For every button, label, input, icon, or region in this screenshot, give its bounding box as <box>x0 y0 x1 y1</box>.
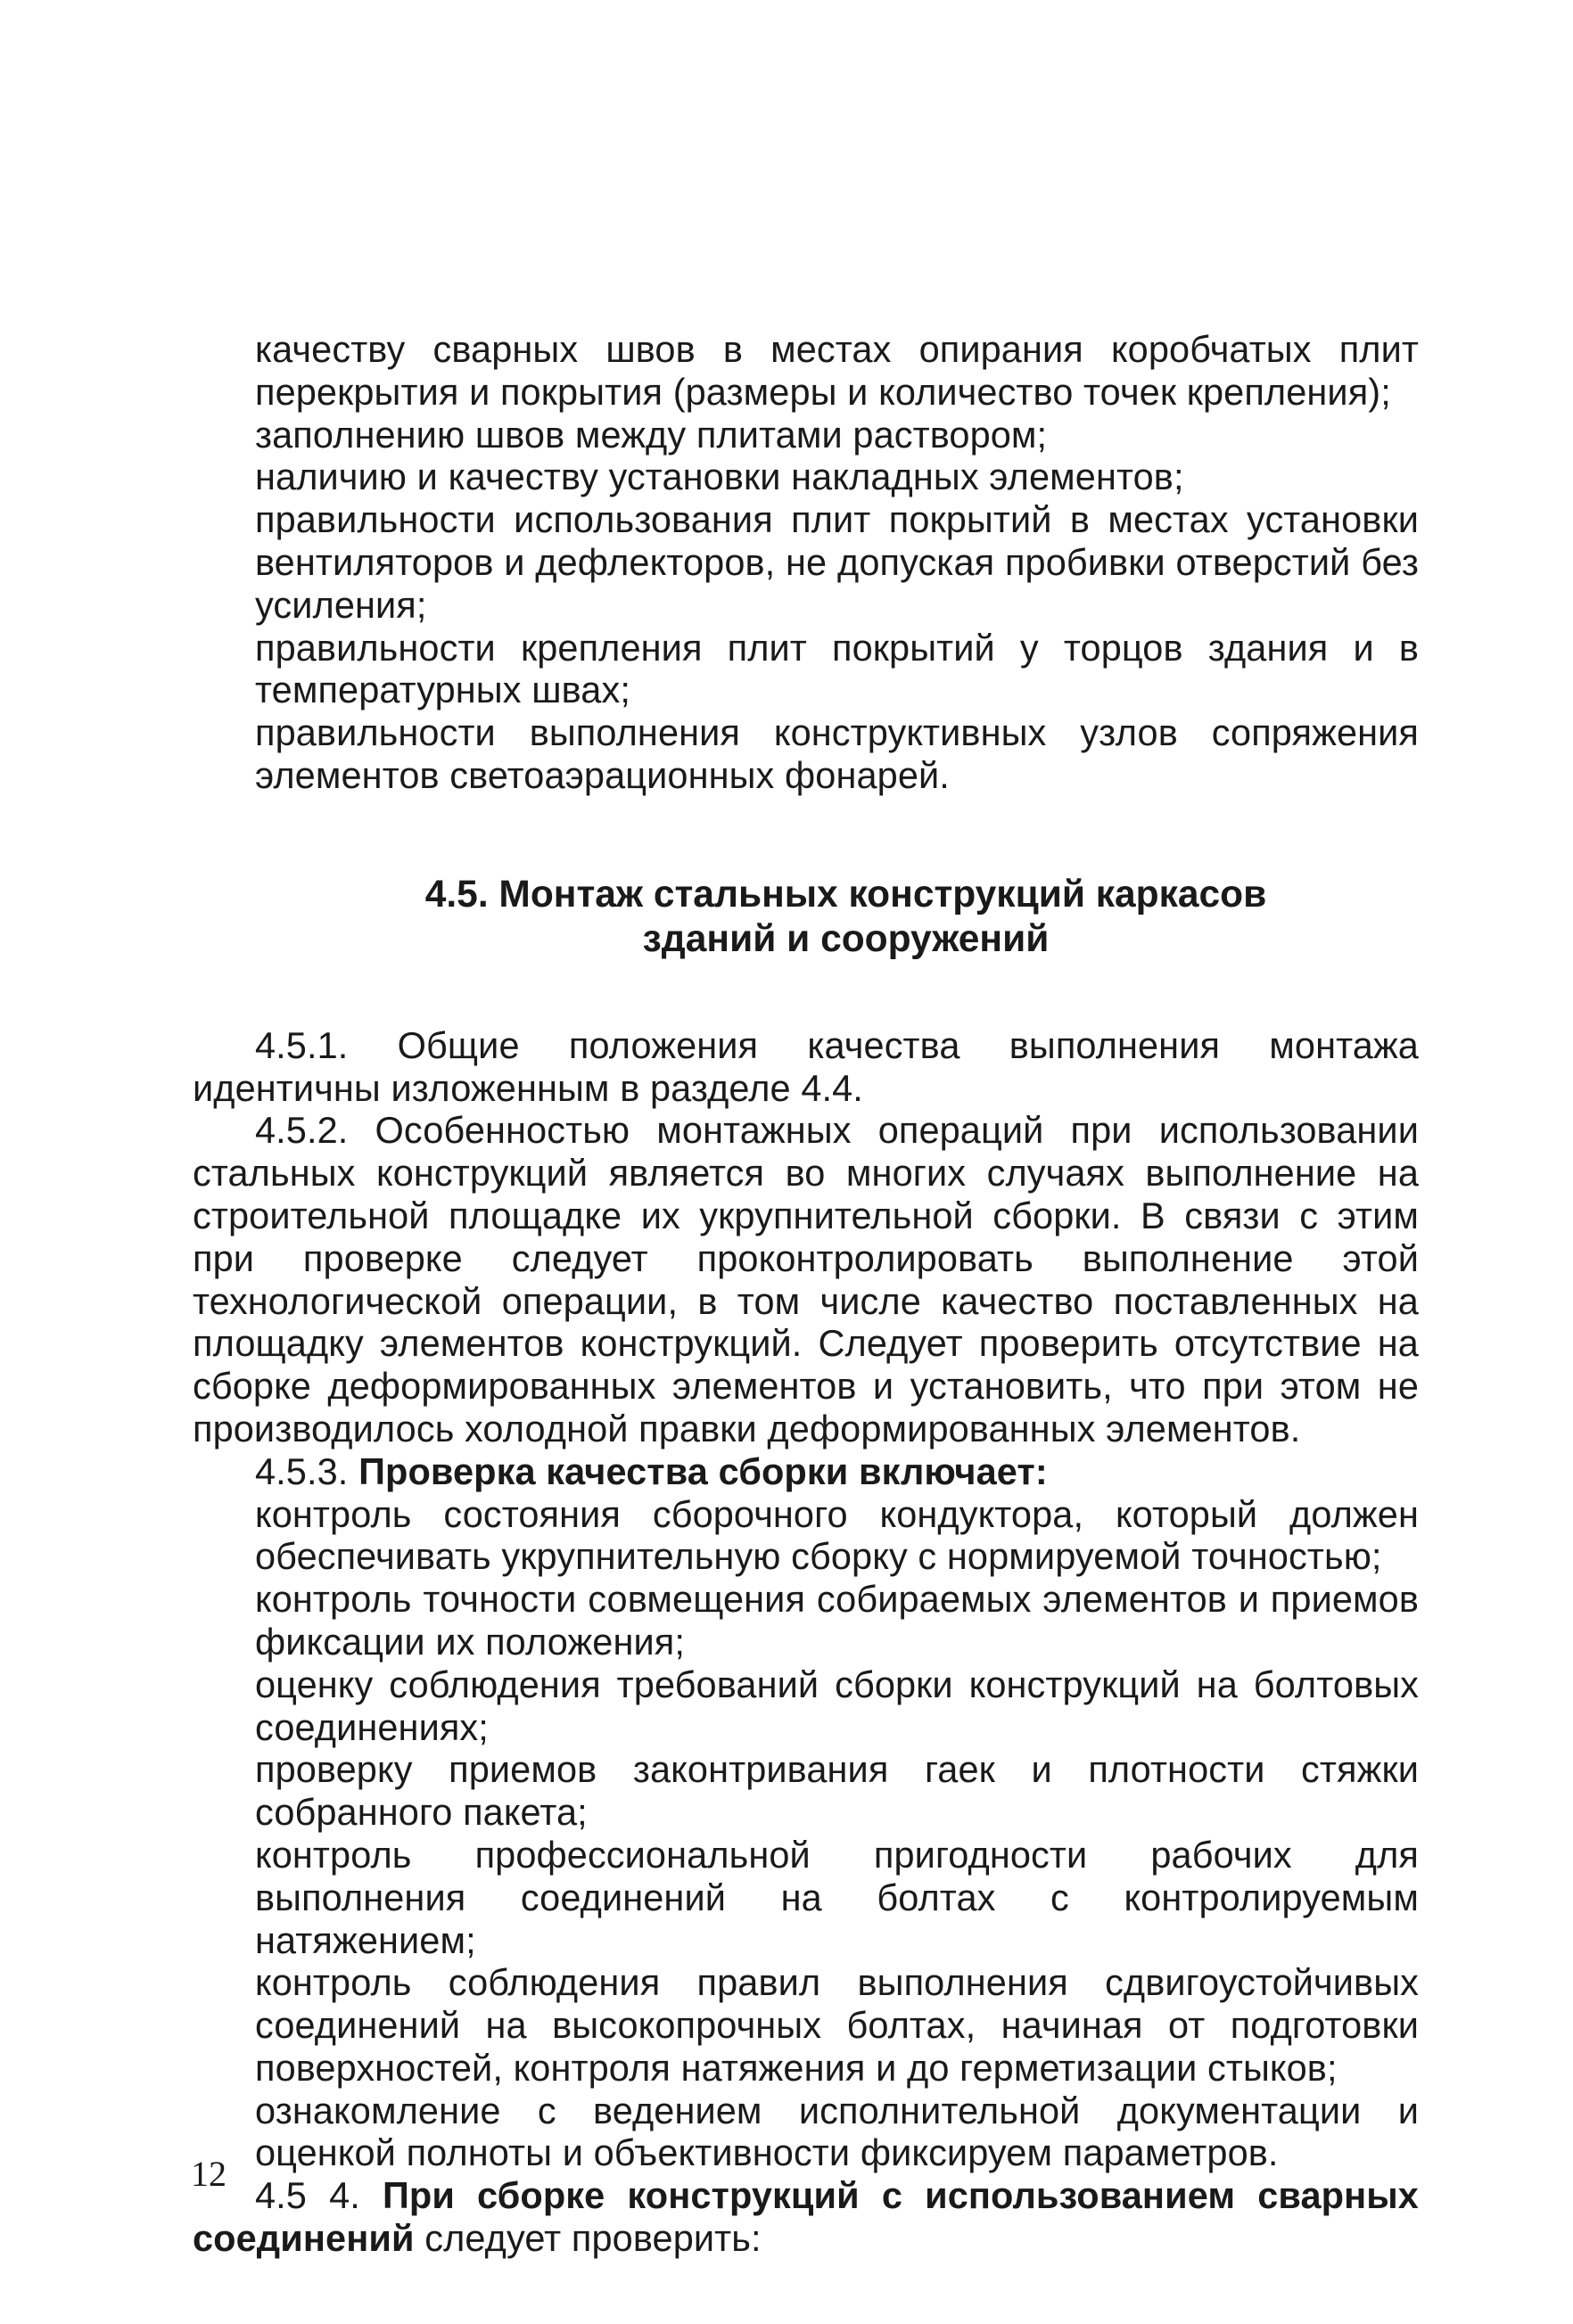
section-heading-line1: 4.5. Монтаж стальных конструкций каркасов <box>424 873 1267 916</box>
paragraph-number: 4.5 4. <box>255 2174 360 2217</box>
list-item: правильности выполнения конструктивных узлов сопряжения элементов светоаэрационных фонарей. <box>255 711 1419 796</box>
paragraph-rest: следует проверить: <box>424 2217 762 2260</box>
check-list <box>193 1493 1419 2175</box>
list-item: правильности крепления плит покрытий у торцов здания и в температурных швах; <box>255 626 1419 711</box>
page-number: 12 <box>191 2154 226 2194</box>
paragraph-4-5-1: 4.5.1. Общие положения качества выполнения монтажа идентичны изложенным в разделе 4.4. <box>193 1023 1419 1109</box>
list-item: контроль точности совмещения собираемых элементов и приемов фиксации их положения; <box>255 1578 1419 1663</box>
list-item: наличию и качеству установки накладных элементов; <box>255 456 1184 498</box>
paragraph-4-5-4 <box>193 2174 1419 2260</box>
list-item: проверку приемов законтривания гаек и плотности стяжки собранного пакета; <box>255 1748 1419 1834</box>
list-item: контроль состояния сборочного кондуктора, который должен обеспечивать укрупнительную сборку с нормируемой точностью; <box>255 1492 1419 1578</box>
section-heading <box>193 873 1419 962</box>
paragraph-4-5-3 <box>193 1450 1419 1493</box>
page-body <box>193 328 1419 2260</box>
list-item: заполнению швов между плитами раствором; <box>255 413 1048 456</box>
continuation-list <box>193 328 1419 797</box>
paragraph-number: 4.5.3. <box>255 1449 349 1492</box>
list-item: правильности использования плит покрытий в местах установки вентиляторов и дефлекторов, не допуская пробивки отверстий без усиления; <box>255 498 1419 626</box>
list-item: качеству сварных швов в местах опирания коробчатых плит перекрытия и покрытия (размеры и количество точек крепления); <box>255 328 1419 413</box>
section-heading-line2: зданий и сооружений <box>642 917 1050 960</box>
paragraph-bold-lead: При сборке конструкций с использованием сварных соединений <box>193 2174 1419 2260</box>
paragraph-4-5-2: 4.5.2. Особенностью монтажных операций при использовании стальных конструкций является во многих случаях выполнение на строительной площадке их укрупнительной сборки. В связи с этим при проверке следует проконтролировать выполнение этой технологической операции, в том числе качество поставленных на площадку элементов конструкций. Следует проверить отсутствие на сборке деформированных элементов и установить, что при этом не производилось холодной правки деформированных элементов. <box>193 1109 1419 1449</box>
list-item: контроль соблюдения правил выполнения сдвигоустойчивых соединений на высокопрочных болтах, начиная от подготовки поверхностей, контроля натяжения и до герметизации стыков; <box>255 1961 1419 2089</box>
list-item: контроль профессиональной пригодности рабочих для выполнения соединений на болтах с контролируемым натяжением; <box>255 1833 1419 1961</box>
list-item: оценку соблюдения требований сборки конструкций на болтовых соединениях; <box>255 1663 1419 1748</box>
list-item: ознакомление с ведением исполнительной документации и оценкой полноты и объективности фиксируем параметров. <box>255 2089 1419 2174</box>
paragraph-bold-lead: Проверка качества сборки включает: <box>358 1449 1048 1492</box>
